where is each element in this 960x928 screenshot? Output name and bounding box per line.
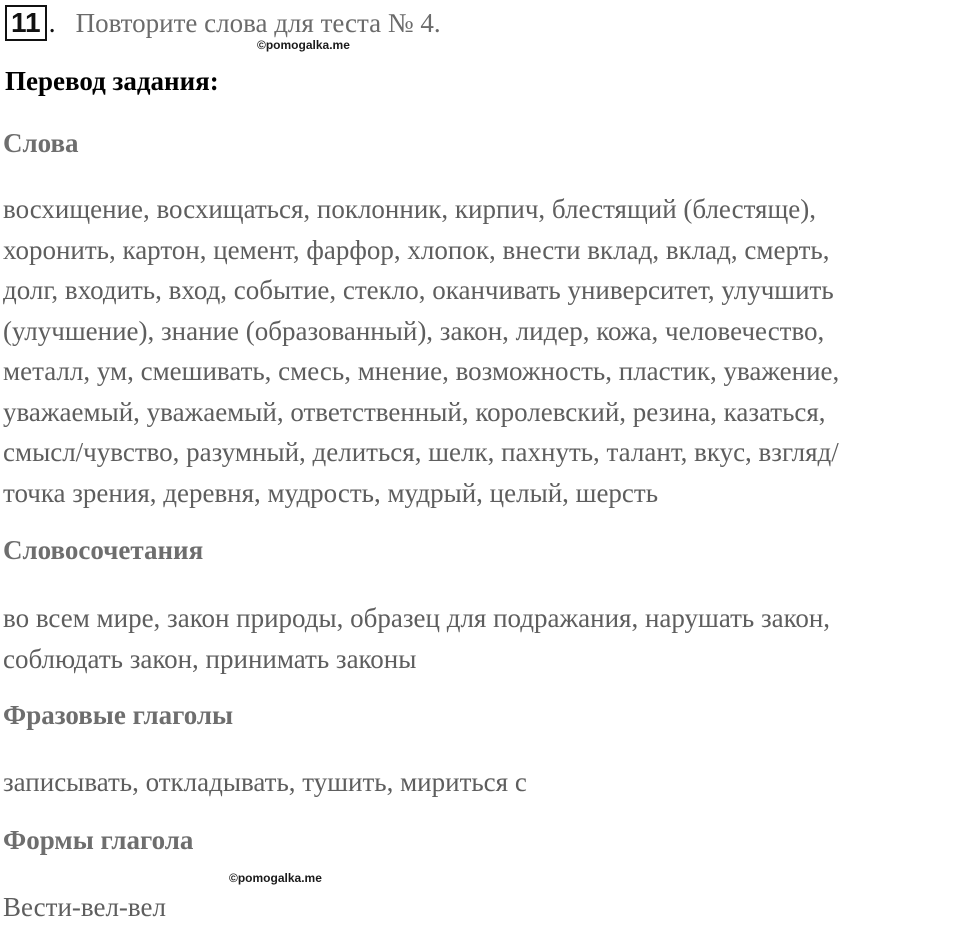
verb-forms-paragraph — [3, 887, 166, 928]
words-line: уважаемый, уважаемый, ответственный, королевский, резина, казаться, — [3, 396, 826, 427]
watermark-top: ©pomogalka.me — [257, 38, 350, 52]
phrasal-verbs-line: записывать, откладывать, тушить, мириться с — [3, 767, 527, 797]
task-instruction: Повторите слова для теста № 4. — [75, 8, 441, 38]
words-line: смысл/чувство, разумный, делиться, шелк, пахнуть, талант, вкус, взгляд/ — [3, 437, 839, 467]
phrases-line: во всем мире, закон природы, образец для подражания, нарушать закон, — [3, 603, 831, 633]
verb-forms-line: Вести-вел-вел — [3, 892, 166, 922]
words-line: хоронить, картон, цемент, фарфор, хлопок, внести вклад, вклад, смерть, — [3, 234, 830, 265]
words-paragraph — [3, 189, 839, 513]
task-number-dot: . — [48, 8, 56, 39]
phrasal-verbs-heading: Фразовые глаголы — [3, 700, 234, 730]
words-line: точка зрения, деревня, мудрость, мудрый, целый, шерсть — [3, 477, 659, 508]
phrases-paragraph — [3, 598, 830, 679]
words-line: долг, входить, вход, событие, стекло, оканчивать университет, улучшить — [3, 275, 834, 305]
words-line: металл, ум, смешивать, смесь, мнение, возможность, пластик, уважение, — [3, 356, 840, 386]
phrases-line: соблюдать закон, принимать законы — [3, 643, 417, 674]
phrasal-verbs-paragraph — [3, 762, 527, 803]
words-line: восхищение, восхищаться, поклонник, кирпич, блестящий (блестяще), — [3, 194, 816, 224]
task-number-badge: 11 — [5, 5, 47, 41]
task-header — [5, 5, 441, 41]
verb-forms-heading: Формы глагола — [3, 825, 194, 855]
phrases-heading: Словосочетания — [3, 535, 204, 565]
words-heading: Слова — [3, 128, 79, 158]
translation-heading: Перевод задания: — [5, 66, 219, 96]
words-line: (улучшение), знание (образованный), закон, лидер, кожа, человечество, — [3, 315, 825, 346]
watermark-bottom: ©pomogalka.me — [229, 871, 322, 885]
